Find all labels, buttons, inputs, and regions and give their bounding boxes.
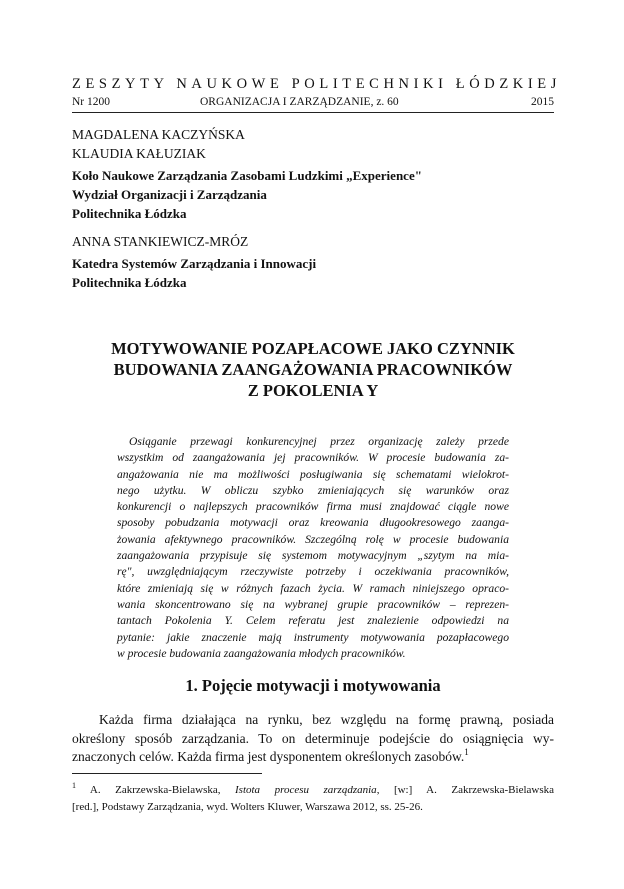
author-name: MAGDALENA KACZYŃSKA <box>72 127 245 142</box>
title-line: Z POKOLENIA Y <box>247 381 379 400</box>
author-affiliation: Politechnika Łódzka <box>72 206 187 221</box>
author-affiliation: Koło Naukowe Zarządzania Zasobami Ludzkimi „Experience" <box>72 168 422 183</box>
author-affiliation: Wydział Organizacji i Zarządzania <box>72 187 267 202</box>
author-affiliation: Politechnika Łódzka <box>72 275 187 290</box>
title-line: MOTYWOWANIE POZAPŁACOWE JAKO CZYNNIK <box>111 339 515 358</box>
issue-number: Nr 1200 <box>72 96 111 108</box>
footnote-cited-title: Istota procesu zarządzania <box>235 784 377 796</box>
abstract <box>117 434 509 662</box>
author-affiliation: Katedra Systemów Zarządzania i Innowacji <box>72 256 317 271</box>
journal-title: ZESZYTY NAUKOWE POLITECHNIKI ŁÓDZKIEJ <box>72 76 562 92</box>
section-heading: 1. Pojęcie motywacji i motywowania <box>185 676 441 695</box>
abstract-line: pytanie: jakie znaczenie mają instrumenty motywowania pozapłacowego <box>117 630 509 644</box>
abstract-line: które zmieniają się w różnych fazach życia. W ramach niniejszego opraco- <box>117 581 509 595</box>
abstract-line: w procesie budowania zaangażowania młodych pracowników. <box>117 646 406 660</box>
abstract-line: zaangażowania przypisuje się systemom motywacyjnym „szytym na mia- <box>117 549 509 563</box>
footnote-marker: 1 <box>72 781 76 790</box>
footnote-line: [red.], Podstawy Zarządzania, wyd. Wolters Kluwer, Warszawa 2012, ss. 25-26. <box>72 801 423 813</box>
issue-year: 2015 <box>531 96 554 108</box>
abstract-line: nego użytku. W obliczu szybko zmieniających się warunków oraz <box>117 483 509 497</box>
abstract-line: Osiąganie przewagi konkurencyjnej przez organizację zależy przede <box>129 435 509 448</box>
abstract-line: sposoby pobudzania motywacji oraz kreowania długookresowego zaanga- <box>117 516 509 530</box>
paper-title <box>72 338 554 401</box>
abstract-line: tantach Pokolenia Y. Celem referatu jest znalezienie odpowiedzi na <box>117 614 509 628</box>
footnote-text: A. Zakrzewska-Bielawska, <box>76 784 235 796</box>
abstract-line: żowania afektywnego pracowników. Szczególną rolę w procesie budowania <box>117 532 509 546</box>
abstract-line: angażowania nie ma możliwości posługiwania się schematami wielokrot- <box>117 467 509 481</box>
author-name: ANNA STANKIEWICZ-MRÓZ <box>72 234 249 249</box>
author-name: KLAUDIA KAŁUZIAK <box>72 146 206 161</box>
paragraph-line: określony sposób zarządzania. To on determinuje podejście do osiągnięcia wy- <box>72 730 554 746</box>
title-line: BUDOWANIA ZAANGAŻOWANIA PRACOWNIKÓW <box>113 360 513 379</box>
footnote-line <box>72 782 554 799</box>
abstract-line: wania skoncentrowano się na wybranej grupie pracowników – reprezen- <box>117 597 509 611</box>
abstract-line: wszystkim od zaangażowania jej pracowników. W procesie budowania za- <box>117 451 509 465</box>
abstract-line: rę", uwzględniającym rzeczywiste potrzeby i oczekiwania pracowników, <box>117 565 509 579</box>
footnote-reference[interactable]: 1 <box>464 747 469 757</box>
paragraph-line <box>72 748 554 767</box>
footnote-text: , [w:] A. Zakrzewska-Bielawska <box>376 784 554 796</box>
issue-line <box>72 96 554 113</box>
paragraph-text: znaczonych celów. Każda firma jest dysponentem określonych zasobów. <box>72 749 465 764</box>
footnote-separator <box>72 773 262 774</box>
paragraph-line: Każda firma działająca na rynku, bez względu na formę prawną, posiada <box>99 712 554 727</box>
issue-series: ORGANIZACJA I ZARZĄDZANIE, z. 60 <box>200 96 399 108</box>
footnote <box>72 782 554 816</box>
body-paragraph <box>72 711 554 767</box>
abstract-line: konkurencji o najlepszych pracowników firma musi znajdować ciągle nowe <box>117 500 509 514</box>
